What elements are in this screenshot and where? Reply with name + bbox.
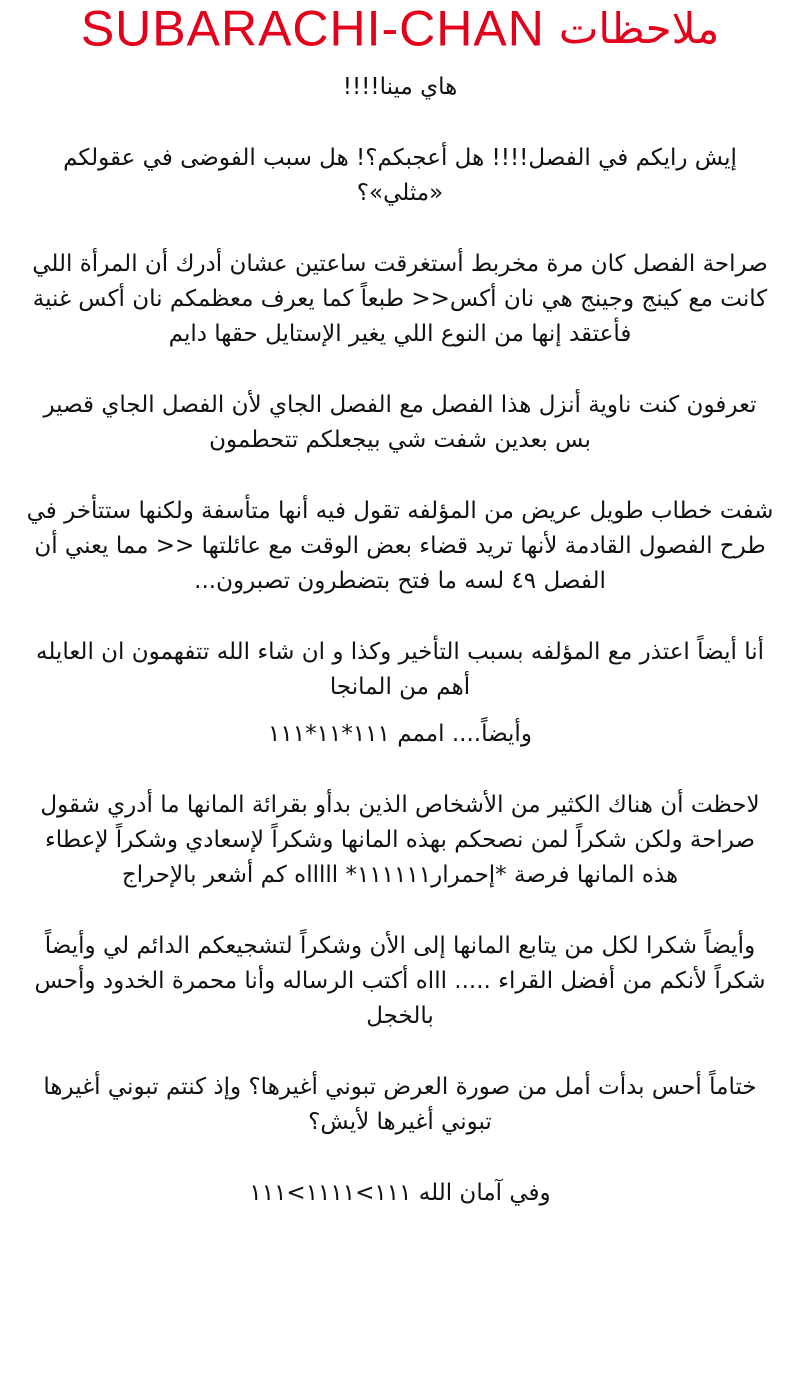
title-latin: SUBARACHI-CHAN	[80, 0, 545, 57]
paragraph-new-readers: لاحظت أن هناك الكثير من الأشخاص الذين بدأو بقرائة المانها ما أدري شقول صراحة ولكن شكراً لمن نصحكم بهذه المانها وشكراً لإسعادي وشكراً لإعطاء هذه المانها فرصة *إحمرار١١١١١١* اااااه كم أشعر بالإحراج	[40, 792, 760, 888]
paragraph-author-letter: شفت خطاب طويل عريض من المؤلفه تقول فيه أنها متأسفة ولكنها ستتأخر في طرح الفصول القادمة لأنها تريد قضاء بعض الوقت مع عائلتها << مما يعني أن الفصل ٤٩ لسه ما فتح بتضطرون تصبرون...	[26, 498, 774, 594]
paragraph-question: إيش رايكم في الفصل!!!! هل أعجبكم؟! هل سبب الفوضى في عقولكم «مثلي»؟	[63, 145, 737, 206]
paragraph-chapter-confusing: صراحة الفصل كان مرة مخربط أستغرقت ساعتين عشان أدرك أن المرأة اللي كانت مع كينج وجينج هي نان أكس<< طبعاً كما يعرف معظمكم نان أكس غنية فأعتقد إنها من النوع اللي يغير الإستايل حقها دايم	[32, 251, 768, 347]
paragraph-thanks: وأيضاً شكرا لكل من يتابع المانها إلى الأن وشكراً لتشجيعكم الدائم لي وأيضاً شكراً لأنكم من أفضل القراء ..... اااه أكتب الرساله وأنا محمرة الخدود وأحس بالخجل	[34, 933, 766, 1029]
page-title	[0, 0, 800, 62]
notes-body	[24, 70, 776, 1211]
paragraph-farewell: وفي آمان الله ١١١>١١١١>١١١	[249, 1180, 551, 1206]
title-arabic: ملاحظات	[558, 3, 720, 53]
paragraph-apology: أنا أيضاً اعتذر مع المؤلفه بسبب التأخير وكذا و ان شاء الله تتفهمون ان العايله أهم من المانجا	[35, 639, 764, 700]
paragraph-also: وأيضاً.... اممم ١١١*١١*١١١	[268, 721, 532, 747]
paragraph-closing-question: ختاماً أحس بدأت أمل من صورة العرض تبوني أغيرها؟ وإذ كنتم تبوني أغيرها تبوني أغيرها لأيش؟	[43, 1074, 757, 1135]
paragraph-release-plan: تعرفون كنت ناوية أنزل هذا الفصل مع الفصل الجاي لأن الفصل الجاي قصير بس بعدين شفت شي بيجعلكم تتحطمون	[43, 392, 757, 453]
paragraph-greeting: هاي مينا!!!!	[342, 74, 458, 100]
